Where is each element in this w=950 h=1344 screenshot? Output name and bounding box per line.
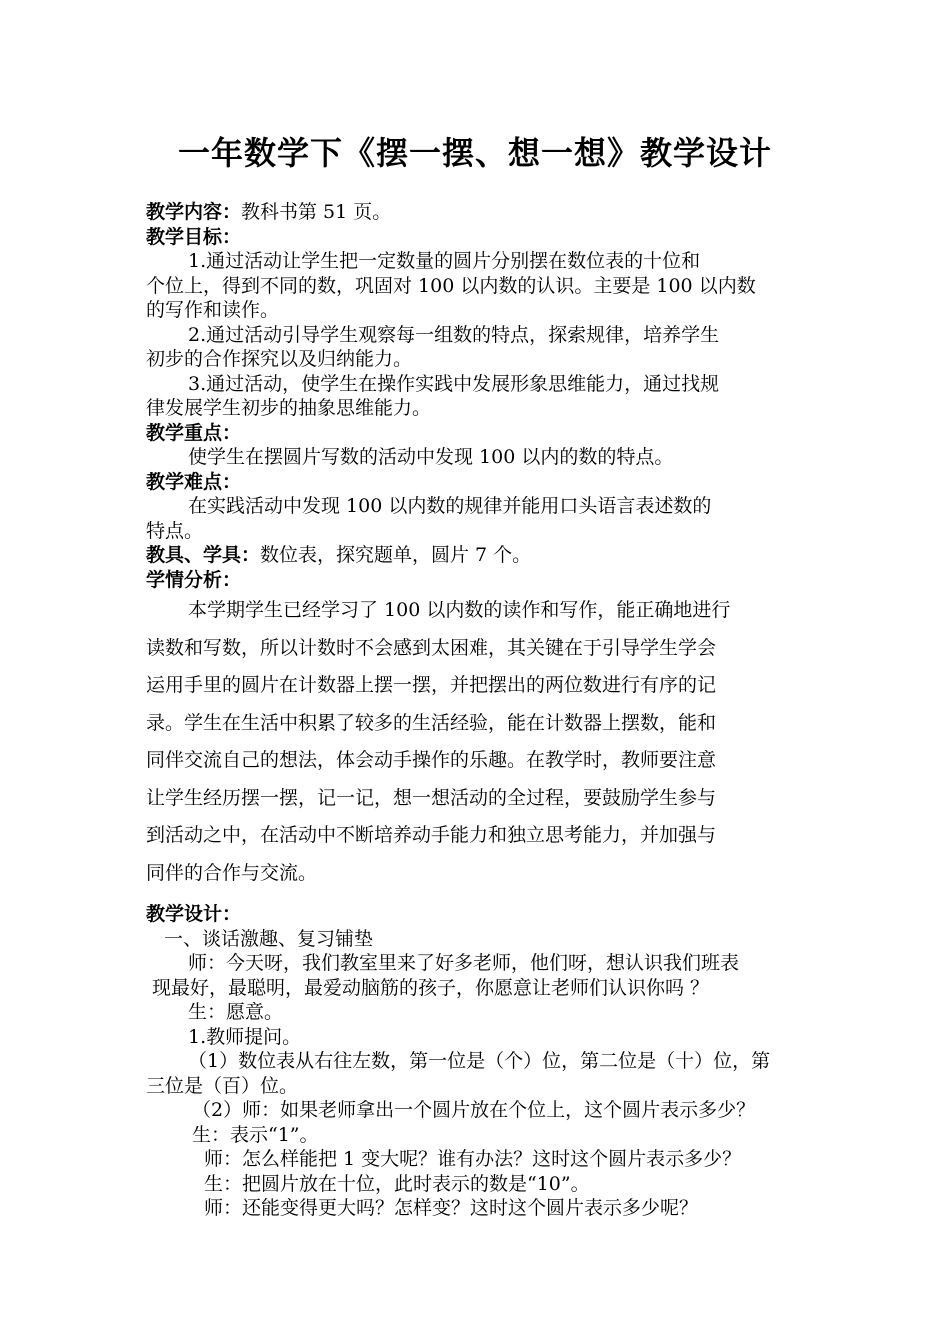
analysis-line: 让学生经历摆一摆，记一记，想一想活动的全过程，要鼓励学生参与	[146, 786, 717, 809]
goal-line: 2.通过活动引导学生观察每一组数的特点，探索规律，培养学生	[188, 323, 720, 346]
analysis-line: 录。学生在生活中积累了较多的生活经验，能在计数器上摆数，能和	[146, 711, 717, 734]
teacher-line: 师：怎么样能把 1 变大呢？谁有办法？这时这个圆片表示多少？	[204, 1148, 742, 1170]
tools-text: 数位表，探究题单，圆片 7 个。	[260, 544, 532, 566]
goal-line: 律发展学生初步的抽象思维能力。	[146, 397, 432, 419]
difficulties-line: 特点。	[146, 519, 204, 542]
document-body	[146, 200, 811, 1221]
goal-line: 1.通过活动让学生把一定数量的圆片分别摆在数位表的十位和	[188, 250, 701, 272]
analysis-line: 运用手里的圆片在计数器上摆一摆，并把摆出的两位数进行有序的记	[146, 674, 717, 696]
page-title: 一年数学下《摆一摆、想一想》教学设计	[177, 134, 772, 172]
teacher-line: 师：今天呀，我们教室里来了好多老师，他们呀，想认识我们班表	[188, 952, 740, 974]
analysis-line: 同伴的合作与交流。	[146, 861, 318, 884]
teaching-content-label: 教学内容：	[146, 201, 242, 223]
analysis-label: 学情分析：	[146, 568, 242, 591]
goal-line: 的写作和读作。	[146, 299, 280, 321]
analysis-line: 到活动之中，在活动中不断培养动手能力和独立思考能力，并加强与	[146, 824, 717, 846]
analysis-line: 同伴交流自己的想法，体会动手操作的乐趣。在教学时，教师要注意	[146, 749, 717, 771]
tools-label: 教具、学具：	[146, 544, 261, 566]
teacher-line: 师：还能变得更大吗？怎样变？这时这个圆片表示多少呢？	[204, 1197, 699, 1219]
teaching-content-row	[146, 200, 811, 225]
teaching-content-text: 教科书第 51 页。	[241, 201, 392, 223]
teacher-line: 现最好，最聪明，最爱动脑筋的孩子，你愿意让老师们认识你吗 ？	[152, 976, 710, 999]
tools-row	[146, 543, 811, 568]
section-heading: 一、谈话激趣、复习铺垫	[164, 927, 374, 950]
teaching-goals-label: 教学目标：	[146, 225, 242, 248]
design-label: 教学设计：	[146, 903, 242, 925]
question-line: （2）师：如果老师拿出一个圆片放在个位上，这个圆片表示多少？	[192, 1099, 756, 1121]
difficulties-line: 在实践活动中发现 100 以内数的规律并能用口头语言表述数的	[188, 495, 712, 517]
analysis-paragraph	[146, 592, 811, 892]
key-points-text: 使学生在摆圆片写数的活动中发现 100 以内的数的特点。	[188, 446, 674, 468]
numbered-item: 1.教师提问。	[188, 1025, 302, 1048]
difficulties-label: 教学难点：	[146, 470, 242, 493]
analysis-line: 本学期学生已经学习了 100 以内数的读作和写作，能正确地进行	[188, 599, 731, 621]
goal-line: 初步的合作探究以及归纳能力。	[146, 348, 413, 370]
student-line: 生：把圆片放在十位，此时表示的数是“10”。	[204, 1172, 590, 1195]
question-line: （1）数位表从右往左数，第一位是（个）位，第二位是（十）位，第	[188, 1050, 771, 1072]
key-points-label: 教学重点：	[146, 421, 242, 444]
student-line: 生：愿意。	[188, 1001, 284, 1023]
goal-line: 个位上，得到不同的数，巩固对 100 以内数的认识。主要是 100 以内数	[146, 274, 756, 297]
student-line: 生：表示“1”。	[192, 1123, 319, 1146]
question-line: 三位是（百）位。	[146, 1074, 299, 1097]
analysis-line: 读数和写数，所以计数时不会感到太困难，其关键在于引导学生学会	[146, 636, 717, 659]
goal-line: 3.通过活动，使学生在操作实践中发展形象思维能力，通过找规	[188, 372, 720, 395]
